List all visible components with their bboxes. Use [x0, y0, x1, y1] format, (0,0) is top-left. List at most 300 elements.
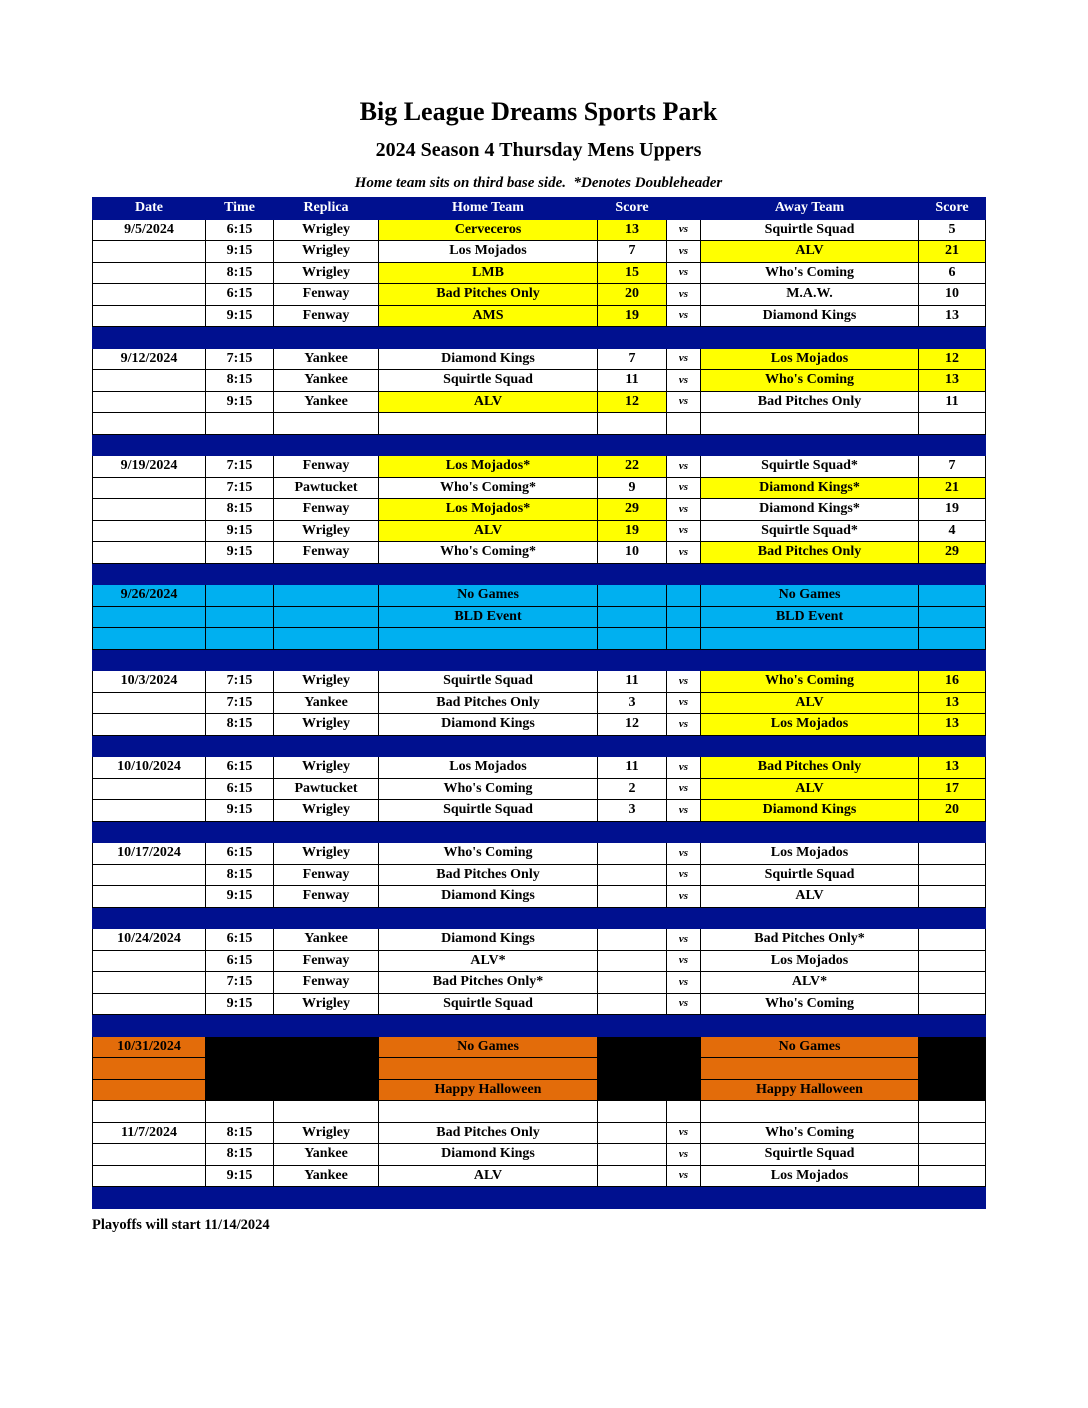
away-team-cell: Diamond Kings*: [701, 499, 919, 521]
date-cell: [93, 778, 206, 800]
date-cell: [93, 1101, 206, 1123]
vs-cell: vs: [667, 1122, 701, 1144]
away-team-cell: Bad Pitches Only: [701, 391, 919, 413]
away-team-cell: ALV: [701, 241, 919, 263]
replica-cell: Wrigley: [274, 800, 379, 822]
away-team-cell: BLD Event: [701, 606, 919, 628]
home-score-cell: 7: [598, 241, 667, 263]
away-team-cell: ALV: [701, 886, 919, 908]
date-cell: [93, 520, 206, 542]
schedule-body: [93, 219, 986, 1208]
home-score-cell: 2: [598, 778, 667, 800]
time-cell: 8:15: [206, 370, 274, 392]
replica-cell: Pawtucket: [274, 778, 379, 800]
replica-cell: Wrigley: [274, 993, 379, 1015]
replica-cell: Wrigley: [274, 262, 379, 284]
game-row: [93, 219, 986, 241]
vs-cell: vs: [667, 219, 701, 241]
game-row: [93, 864, 986, 886]
time-cell: [206, 628, 274, 650]
replica-cell: Fenway: [274, 499, 379, 521]
game-row: [93, 499, 986, 521]
time-cell: 9:15: [206, 391, 274, 413]
away-score-cell: 13: [919, 714, 986, 736]
away-team-cell: Who's Coming: [701, 671, 919, 693]
home-team-cell: Diamond Kings: [379, 348, 598, 370]
game-row: [93, 241, 986, 263]
vs-cell: vs: [667, 692, 701, 714]
date-cell: [93, 241, 206, 263]
date-cell: 11/7/2024: [93, 1122, 206, 1144]
date-cell: [93, 1144, 206, 1166]
home-score-cell: [598, 1122, 667, 1144]
home-team-cell: Bad Pitches Only: [379, 692, 598, 714]
home-team-cell: Who's Coming*: [379, 477, 598, 499]
home-score-cell: 11: [598, 757, 667, 779]
date-cell: [93, 1165, 206, 1187]
vs-cell: vs: [667, 757, 701, 779]
away-team-cell: Squirtle Squad: [701, 864, 919, 886]
home-team-cell: [379, 628, 598, 650]
game-row: [93, 391, 986, 413]
schedule-table: [92, 197, 986, 1209]
time-cell: [206, 606, 274, 628]
time-cell: 8:15: [206, 864, 274, 886]
vs-cell: vs: [667, 972, 701, 994]
separator-bar: [93, 434, 986, 456]
home-team-cell: Who's Coming*: [379, 542, 598, 564]
away-team-cell: Bad Pitches Only: [701, 542, 919, 564]
time-cell: 6:15: [206, 219, 274, 241]
time-cell: 7:15: [206, 456, 274, 478]
away-team-cell: [701, 628, 919, 650]
away-team-cell: Diamond Kings: [701, 800, 919, 822]
game-row: [93, 692, 986, 714]
date-cell: [93, 370, 206, 392]
time-cell: 9:15: [206, 520, 274, 542]
event-row: [93, 585, 986, 607]
vs-cell: [667, 1058, 701, 1080]
replica-cell: Wrigley: [274, 671, 379, 693]
home-score-cell: [598, 972, 667, 994]
away-team-cell: Who's Coming: [701, 993, 919, 1015]
replica-cell: Yankee: [274, 370, 379, 392]
header-away-score: Score: [919, 198, 986, 220]
game-row: [93, 757, 986, 779]
time-cell: 9:15: [206, 1165, 274, 1187]
date-cell: 9/19/2024: [93, 456, 206, 478]
replica-cell: Yankee: [274, 391, 379, 413]
date-cell: [93, 499, 206, 521]
home-score-cell: [598, 1144, 667, 1166]
away-team-cell: [701, 413, 919, 435]
home-score-cell: [598, 1058, 667, 1080]
away-team-cell: Who's Coming: [701, 370, 919, 392]
home-team-cell: Happy Halloween: [379, 1079, 598, 1101]
home-team-cell: LMB: [379, 262, 598, 284]
home-team-cell: Squirtle Squad: [379, 370, 598, 392]
home-score-cell: [598, 1165, 667, 1187]
away-team-cell: Bad Pitches Only*: [701, 929, 919, 951]
away-score-cell: [919, 1165, 986, 1187]
date-cell: [93, 542, 206, 564]
game-row: [93, 993, 986, 1015]
away-team-cell: Los Mojados: [701, 714, 919, 736]
vs-cell: vs: [667, 993, 701, 1015]
away-team-cell: Los Mojados: [701, 950, 919, 972]
separator-bar: [93, 1187, 986, 1209]
separator-bar: [93, 649, 986, 671]
home-score-cell: 13: [598, 219, 667, 241]
away-team-cell: Who's Coming: [701, 1122, 919, 1144]
home-team-cell: ALV: [379, 391, 598, 413]
replica-cell: Fenway: [274, 950, 379, 972]
home-team-cell: No Games: [379, 1036, 598, 1058]
date-cell: 9/26/2024: [93, 585, 206, 607]
game-row: [93, 477, 986, 499]
away-score-cell: [919, 585, 986, 607]
home-team-cell: Diamond Kings: [379, 886, 598, 908]
vs-cell: vs: [667, 1144, 701, 1166]
away-team-cell: Los Mojados: [701, 348, 919, 370]
vs-cell: vs: [667, 800, 701, 822]
time-cell: [206, 1058, 274, 1080]
time-cell: [206, 1036, 274, 1058]
time-cell: 8:15: [206, 1144, 274, 1166]
playoffs-note: Playoffs will start 11/14/2024: [92, 1216, 270, 1233]
home-score-cell: [598, 413, 667, 435]
vs-cell: vs: [667, 499, 701, 521]
vs-cell: vs: [667, 348, 701, 370]
away-score-cell: 21: [919, 241, 986, 263]
time-cell: 6:15: [206, 929, 274, 951]
vs-cell: vs: [667, 262, 701, 284]
separator-bar: [93, 327, 986, 349]
home-score-cell: [598, 606, 667, 628]
vs-cell: vs: [667, 305, 701, 327]
separator-row: [93, 327, 986, 349]
page-title: Big League Dreams Sports Park: [359, 97, 718, 126]
game-row: [93, 305, 986, 327]
home-team-cell: ALV*: [379, 950, 598, 972]
away-team-cell: Happy Halloween: [701, 1079, 919, 1101]
header-row: [93, 198, 986, 220]
date-cell: 10/17/2024: [93, 843, 206, 865]
home-team-cell: Diamond Kings: [379, 1144, 598, 1166]
home-team-cell: Squirtle Squad: [379, 993, 598, 1015]
time-cell: 9:15: [206, 305, 274, 327]
away-score-cell: [919, 1122, 986, 1144]
away-score-cell: 7: [919, 456, 986, 478]
time-cell: 6:15: [206, 757, 274, 779]
away-score-cell: 29: [919, 542, 986, 564]
separator-row: [93, 821, 986, 843]
separator-bar: [93, 1015, 986, 1037]
date-cell: [93, 1079, 206, 1101]
date-cell: [93, 692, 206, 714]
header-home-score: Score: [598, 198, 667, 220]
vs-cell: [667, 1079, 701, 1101]
away-team-cell: ALV: [701, 778, 919, 800]
home-score-cell: [598, 843, 667, 865]
time-cell: 8:15: [206, 714, 274, 736]
time-cell: 8:15: [206, 262, 274, 284]
date-cell: 10/31/2024: [93, 1036, 206, 1058]
away-score-cell: [919, 1036, 986, 1058]
away-team-cell: Squirtle Squad: [701, 1144, 919, 1166]
home-score-cell: 7: [598, 348, 667, 370]
separator-row: [93, 649, 986, 671]
replica-cell: [274, 1101, 379, 1123]
vs-cell: vs: [667, 950, 701, 972]
date-cell: [93, 391, 206, 413]
time-cell: 9:15: [206, 993, 274, 1015]
replica-cell: Yankee: [274, 1144, 379, 1166]
header-home-team: Home Team: [379, 198, 598, 220]
away-score-cell: 13: [919, 692, 986, 714]
game-row: [93, 370, 986, 392]
game-row: [93, 284, 986, 306]
vs-cell: vs: [667, 714, 701, 736]
home-score-cell: [598, 585, 667, 607]
home-score-cell: 19: [598, 520, 667, 542]
separator-bar: [93, 907, 986, 929]
time-cell: 7:15: [206, 348, 274, 370]
away-team-cell: No Games: [701, 585, 919, 607]
header-time: Time: [206, 198, 274, 220]
home-team-cell: Squirtle Squad: [379, 800, 598, 822]
date-cell: [93, 993, 206, 1015]
game-row: [93, 929, 986, 951]
date-cell: 10/3/2024: [93, 671, 206, 693]
blank-row: [93, 413, 986, 435]
game-row: [93, 671, 986, 693]
away-score-cell: 10: [919, 284, 986, 306]
time-cell: 7:15: [206, 671, 274, 693]
away-team-cell: ALV: [701, 692, 919, 714]
vs-cell: vs: [667, 864, 701, 886]
replica-cell: [274, 606, 379, 628]
date-cell: [93, 262, 206, 284]
home-score-cell: 22: [598, 456, 667, 478]
replica-cell: Pawtucket: [274, 477, 379, 499]
home-score-cell: 12: [598, 391, 667, 413]
home-score-cell: 15: [598, 262, 667, 284]
game-row: [93, 262, 986, 284]
away-score-cell: 11: [919, 391, 986, 413]
replica-cell: [274, 585, 379, 607]
home-team-cell: Bad Pitches Only: [379, 1122, 598, 1144]
separator-bar: [93, 563, 986, 585]
replica-cell: Fenway: [274, 864, 379, 886]
separator-bar: [93, 735, 986, 757]
vs-cell: [667, 628, 701, 650]
separator-row: [93, 434, 986, 456]
away-score-cell: 5: [919, 219, 986, 241]
replica-cell: [274, 413, 379, 435]
home-team-cell: Bad Pitches Only: [379, 284, 598, 306]
vs-cell: vs: [667, 241, 701, 263]
away-score-cell: 20: [919, 800, 986, 822]
home-score-cell: [598, 864, 667, 886]
vs-cell: [667, 606, 701, 628]
separator-row: [93, 563, 986, 585]
schedule-document: [92, 0, 985, 1234]
event-row: [93, 628, 986, 650]
replica-cell: Yankee: [274, 348, 379, 370]
date-cell: 9/5/2024: [93, 219, 206, 241]
away-team-cell: Squirtle Squad*: [701, 520, 919, 542]
away-score-cell: 13: [919, 305, 986, 327]
away-score-cell: [919, 929, 986, 951]
home-team-cell: Los Mojados: [379, 241, 598, 263]
home-score-cell: [598, 950, 667, 972]
game-row: [93, 843, 986, 865]
replica-cell: Wrigley: [274, 714, 379, 736]
away-score-cell: 13: [919, 757, 986, 779]
time-cell: 9:15: [206, 886, 274, 908]
home-score-cell: [598, 929, 667, 951]
separator-row: [93, 907, 986, 929]
away-team-cell: No Games: [701, 1036, 919, 1058]
time-cell: 7:15: [206, 477, 274, 499]
home-score-cell: 11: [598, 671, 667, 693]
game-row: [93, 1165, 986, 1187]
away-score-cell: 12: [919, 348, 986, 370]
replica-cell: Fenway: [274, 305, 379, 327]
vs-cell: vs: [667, 929, 701, 951]
page-subtitle: 2024 Season 4 Thursday Mens Uppers: [375, 139, 702, 161]
game-row: [93, 950, 986, 972]
home-team-cell: Bad Pitches Only*: [379, 972, 598, 994]
replica-cell: Yankee: [274, 929, 379, 951]
date-cell: [93, 800, 206, 822]
game-row: [93, 800, 986, 822]
home-team-cell: BLD Event: [379, 606, 598, 628]
game-row: [93, 1144, 986, 1166]
separator-row: [93, 1015, 986, 1037]
blank-row: [93, 1101, 986, 1123]
away-score-cell: 16: [919, 671, 986, 693]
replica-cell: Wrigley: [274, 520, 379, 542]
replica-cell: Wrigley: [274, 241, 379, 263]
replica-cell: Wrigley: [274, 219, 379, 241]
header-date: Date: [93, 198, 206, 220]
vs-cell: vs: [667, 456, 701, 478]
away-score-cell: [919, 993, 986, 1015]
home-score-cell: [598, 1101, 667, 1123]
away-team-cell: [701, 1101, 919, 1123]
time-cell: 6:15: [206, 778, 274, 800]
home-team-cell: Who's Coming: [379, 778, 598, 800]
away-team-cell: Squirtle Squad*: [701, 456, 919, 478]
replica-cell: Fenway: [274, 456, 379, 478]
date-cell: 10/24/2024: [93, 929, 206, 951]
game-row: [93, 886, 986, 908]
home-score-cell: [598, 1079, 667, 1101]
away-team-cell: [701, 1058, 919, 1080]
header-vs: [667, 198, 701, 220]
vs-cell: vs: [667, 542, 701, 564]
time-cell: [206, 1101, 274, 1123]
game-row: [93, 778, 986, 800]
time-cell: [206, 413, 274, 435]
game-row: [93, 456, 986, 478]
home-score-cell: 29: [598, 499, 667, 521]
replica-cell: [274, 1036, 379, 1058]
home-score-cell: 12: [598, 714, 667, 736]
away-score-cell: [919, 1144, 986, 1166]
away-score-cell: [919, 1101, 986, 1123]
away-score-cell: [919, 1058, 986, 1080]
date-cell: [93, 628, 206, 650]
vs-cell: [667, 1036, 701, 1058]
time-cell: 9:15: [206, 241, 274, 263]
home-team-cell: Who's Coming: [379, 843, 598, 865]
away-score-cell: [919, 886, 986, 908]
game-row: [93, 348, 986, 370]
home-team-cell: AMS: [379, 305, 598, 327]
home-score-cell: 3: [598, 692, 667, 714]
away-score-cell: 21: [919, 477, 986, 499]
separator-bar: [93, 821, 986, 843]
date-cell: [93, 714, 206, 736]
game-row: [93, 1122, 986, 1144]
date-cell: [93, 950, 206, 972]
date-cell: [93, 606, 206, 628]
vs-cell: vs: [667, 284, 701, 306]
replica-cell: Fenway: [274, 542, 379, 564]
home-team-cell: ALV: [379, 520, 598, 542]
game-row: [93, 542, 986, 564]
away-score-cell: [919, 972, 986, 994]
home-score-cell: 10: [598, 542, 667, 564]
halloween-row: [93, 1036, 986, 1058]
halloween-row: [93, 1079, 986, 1101]
time-cell: 6:15: [206, 950, 274, 972]
away-score-cell: [919, 413, 986, 435]
away-team-cell: Los Mojados: [701, 843, 919, 865]
game-row: [93, 520, 986, 542]
vs-cell: [667, 413, 701, 435]
home-team-cell: Cerveceros: [379, 219, 598, 241]
away-team-cell: Who's Coming: [701, 262, 919, 284]
replica-cell: Yankee: [274, 1165, 379, 1187]
date-cell: [93, 1058, 206, 1080]
vs-cell: [667, 585, 701, 607]
replica-cell: Fenway: [274, 886, 379, 908]
vs-cell: vs: [667, 520, 701, 542]
home-team-cell: Bad Pitches Only: [379, 864, 598, 886]
vs-cell: vs: [667, 843, 701, 865]
time-cell: 7:15: [206, 692, 274, 714]
replica-cell: [274, 628, 379, 650]
vs-cell: vs: [667, 370, 701, 392]
vs-cell: vs: [667, 1165, 701, 1187]
replica-cell: [274, 1079, 379, 1101]
separator-row: [93, 735, 986, 757]
date-cell: [93, 284, 206, 306]
time-cell: 6:15: [206, 284, 274, 306]
away-score-cell: 17: [919, 778, 986, 800]
away-team-cell: Los Mojados: [701, 1165, 919, 1187]
time-cell: 8:15: [206, 499, 274, 521]
away-score-cell: [919, 950, 986, 972]
time-cell: [206, 585, 274, 607]
away-score-cell: 19: [919, 499, 986, 521]
home-score-cell: [598, 1036, 667, 1058]
away-team-cell: Bad Pitches Only: [701, 757, 919, 779]
